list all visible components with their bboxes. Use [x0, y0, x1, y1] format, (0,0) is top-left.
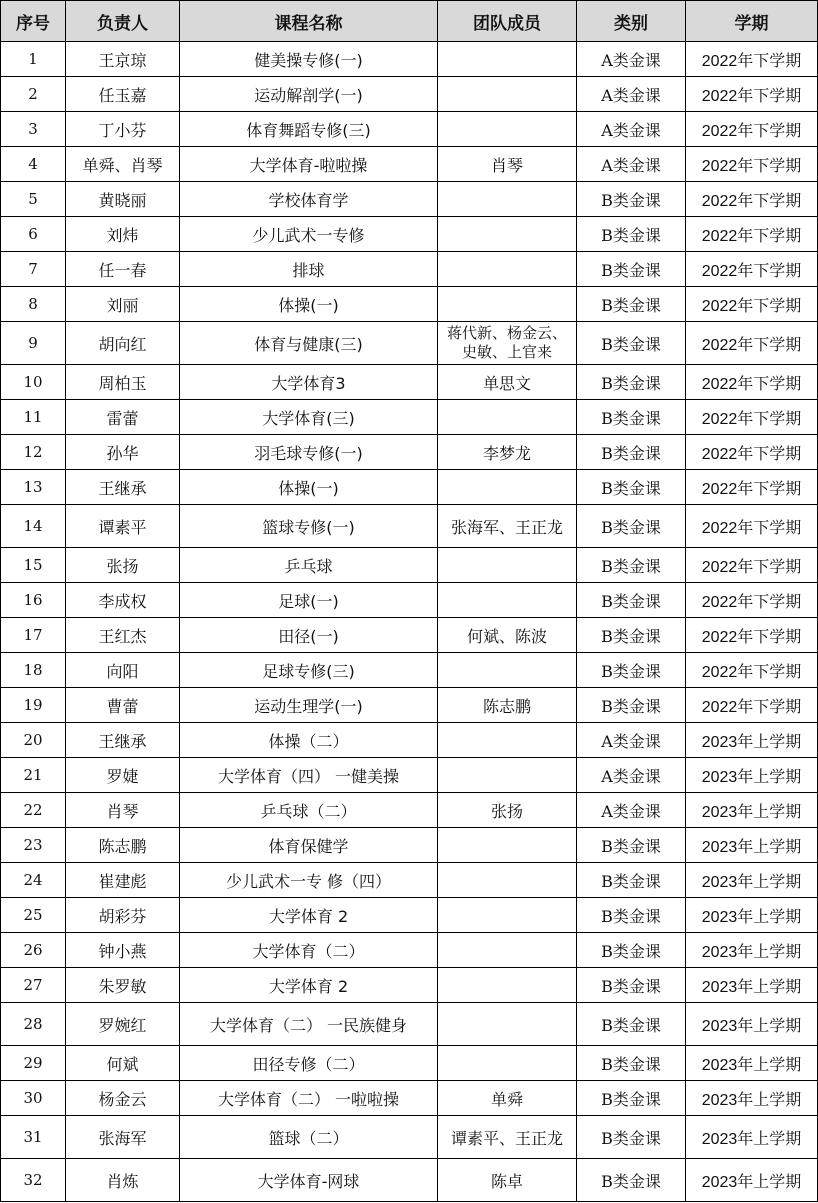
table-row — [1, 322, 818, 365]
serial-cell: 7 — [1, 252, 66, 287]
course-name-cell: 体育舞蹈专修(三) — [180, 112, 438, 147]
term-cell: 2023年上学期 — [686, 898, 818, 933]
team-members-cell — [438, 863, 577, 898]
team-members-cell — [438, 968, 577, 1003]
header-row — [1, 1, 818, 42]
course-name-cell: 篮球（二） — [180, 1116, 438, 1159]
serial-cell: 19 — [1, 688, 66, 723]
course-name-cell: 体育与健康(三) — [180, 322, 438, 365]
leader-cell: 何斌 — [66, 1046, 180, 1081]
serial-cell: 5 — [1, 182, 66, 217]
leader-cell: 胡向红 — [66, 322, 180, 365]
course-name-cell: 大学体育 2 — [180, 968, 438, 1003]
term-cell: 2023年上学期 — [686, 828, 818, 863]
leader-cell: 雷蕾 — [66, 400, 180, 435]
category-cell: B类金课 — [577, 933, 686, 968]
course-name-cell: 足球(一) — [180, 583, 438, 618]
leader-cell: 张扬 — [66, 548, 180, 583]
team-members-cell — [438, 548, 577, 583]
course-name-cell: 大学体育（四） 一健美操 — [180, 758, 438, 793]
serial-cell: 4 — [1, 147, 66, 182]
category-cell: B类金课 — [577, 252, 686, 287]
leader-cell: 黄晓丽 — [66, 182, 180, 217]
category-cell: B类金课 — [577, 1159, 686, 1202]
team-members-cell: 何斌、陈波 — [438, 618, 577, 653]
table-row — [1, 1003, 818, 1046]
table-row — [1, 365, 818, 400]
leader-cell: 崔建彪 — [66, 863, 180, 898]
category-cell: B类金课 — [577, 400, 686, 435]
term-cell: 2022年下学期 — [686, 653, 818, 688]
category-cell: B类金课 — [577, 435, 686, 470]
leader-cell: 任玉嘉 — [66, 77, 180, 112]
serial-cell: 25 — [1, 898, 66, 933]
category-cell: B类金课 — [577, 968, 686, 1003]
table-row — [1, 723, 818, 758]
serial-cell: 2 — [1, 77, 66, 112]
category-cell: B类金课 — [577, 217, 686, 252]
term-cell: 2023年上学期 — [686, 863, 818, 898]
serial-cell: 20 — [1, 723, 66, 758]
team-members-cell: 张扬 — [438, 793, 577, 828]
serial-cell: 16 — [1, 583, 66, 618]
category-cell: A类金课 — [577, 793, 686, 828]
leader-cell: 肖炼 — [66, 1159, 180, 1202]
table-row — [1, 1116, 818, 1159]
category-cell: B类金课 — [577, 548, 686, 583]
term-cell: 2023年上学期 — [686, 968, 818, 1003]
category-cell: B类金课 — [577, 828, 686, 863]
category-cell: B类金课 — [577, 287, 686, 322]
leader-cell: 向阳 — [66, 653, 180, 688]
category-cell: B类金课 — [577, 1081, 686, 1116]
serial-cell: 23 — [1, 828, 66, 863]
table-row — [1, 828, 818, 863]
leader-cell: 罗婉红 — [66, 1003, 180, 1046]
table-row — [1, 470, 818, 505]
serial-cell: 8 — [1, 287, 66, 322]
table-row — [1, 505, 818, 548]
team-members-cell: 谭素平、王正龙 — [438, 1116, 577, 1159]
leader-cell: 钟小燕 — [66, 933, 180, 968]
leader-cell: 杨金云 — [66, 1081, 180, 1116]
term-cell: 2022年下学期 — [686, 147, 818, 182]
serial-cell: 27 — [1, 968, 66, 1003]
team-members-cell — [438, 583, 577, 618]
category-cell: B类金课 — [577, 1046, 686, 1081]
serial-cell: 17 — [1, 618, 66, 653]
serial-cell: 24 — [1, 863, 66, 898]
course-name-cell: 运动生理学(一) — [180, 688, 438, 723]
leader-cell: 周柏玉 — [66, 365, 180, 400]
term-cell: 2022年下学期 — [686, 287, 818, 322]
leader-cell: 谭素平 — [66, 505, 180, 548]
course-name-cell: 田径(一) — [180, 618, 438, 653]
leader-cell: 丁小芬 — [66, 112, 180, 147]
header-category: 类别 — [577, 1, 686, 42]
category-cell: B类金课 — [577, 898, 686, 933]
table-row — [1, 793, 818, 828]
header-course-name: 课程名称 — [180, 1, 438, 42]
course-name-cell: 足球专修(三) — [180, 653, 438, 688]
course-name-cell: 大学体育（二） — [180, 933, 438, 968]
leader-cell: 王红杰 — [66, 618, 180, 653]
table-row — [1, 548, 818, 583]
leader-cell: 李成权 — [66, 583, 180, 618]
term-cell: 2022年下学期 — [686, 182, 818, 217]
table-row — [1, 1159, 818, 1202]
term-cell: 2022年下学期 — [686, 322, 818, 365]
table-row — [1, 182, 818, 217]
course-name-cell: 乒乓球（二） — [180, 793, 438, 828]
serial-cell: 31 — [1, 1116, 66, 1159]
serial-cell: 1 — [1, 42, 66, 77]
header-term: 学期 — [686, 1, 818, 42]
serial-cell: 13 — [1, 470, 66, 505]
leader-cell: 曹蕾 — [66, 688, 180, 723]
table-row — [1, 1081, 818, 1116]
serial-cell: 18 — [1, 653, 66, 688]
team-members-cell: 肖琴 — [438, 147, 577, 182]
table-row — [1, 1046, 818, 1081]
table-row — [1, 618, 818, 653]
table-row — [1, 77, 818, 112]
team-members-cell — [438, 758, 577, 793]
course-name-cell: 学校体育学 — [180, 182, 438, 217]
course-name-cell: 大学体育（二） 一啦啦操 — [180, 1081, 438, 1116]
serial-cell: 10 — [1, 365, 66, 400]
category-cell: B类金课 — [577, 688, 686, 723]
leader-cell: 任一春 — [66, 252, 180, 287]
header-serial: 序号 — [1, 1, 66, 42]
course-name-cell: 体操（二） — [180, 723, 438, 758]
term-cell: 2022年下学期 — [686, 505, 818, 548]
team-members-cell: 李梦龙 — [438, 435, 577, 470]
team-members-cell — [438, 898, 577, 933]
category-cell: B类金课 — [577, 1003, 686, 1046]
table-row — [1, 583, 818, 618]
table-body — [1, 42, 818, 1202]
header-team-members: 团队成员 — [438, 1, 577, 42]
course-name-cell: 田径专修（二） — [180, 1046, 438, 1081]
team-members-cell — [438, 933, 577, 968]
course-name-cell: 大学体育-网球 — [180, 1159, 438, 1202]
course-name-cell: 少儿武术一专修 — [180, 217, 438, 252]
serial-cell: 28 — [1, 1003, 66, 1046]
table-row — [1, 758, 818, 793]
leader-cell: 王继承 — [66, 470, 180, 505]
serial-cell: 11 — [1, 400, 66, 435]
table-row — [1, 968, 818, 1003]
serial-cell: 9 — [1, 322, 66, 365]
serial-cell: 3 — [1, 112, 66, 147]
team-members-cell — [438, 470, 577, 505]
team-members-cell — [438, 1003, 577, 1046]
serial-cell: 22 — [1, 793, 66, 828]
leader-cell: 胡彩芬 — [66, 898, 180, 933]
table-row — [1, 42, 818, 77]
course-name-cell: 大学体育-啦啦操 — [180, 147, 438, 182]
category-cell: B类金课 — [577, 322, 686, 365]
table-row — [1, 653, 818, 688]
term-cell: 2023年上学期 — [686, 793, 818, 828]
term-cell: 2022年下学期 — [686, 688, 818, 723]
leader-cell: 刘丽 — [66, 287, 180, 322]
leader-cell: 肖琴 — [66, 793, 180, 828]
table-row — [1, 112, 818, 147]
team-members-cell — [438, 112, 577, 147]
term-cell: 2023年上学期 — [686, 723, 818, 758]
term-cell: 2022年下学期 — [686, 77, 818, 112]
table-row — [1, 147, 818, 182]
leader-cell: 王继承 — [66, 723, 180, 758]
leader-cell: 王京琼 — [66, 42, 180, 77]
table-row — [1, 898, 818, 933]
team-members-cell — [438, 217, 577, 252]
term-cell: 2023年上学期 — [686, 1116, 818, 1159]
leader-cell: 陈志鹏 — [66, 828, 180, 863]
term-cell: 2023年上学期 — [686, 1003, 818, 1046]
table-row — [1, 287, 818, 322]
serial-cell: 14 — [1, 505, 66, 548]
team-members-cell: 张海军、王正龙 — [438, 505, 577, 548]
term-cell: 2022年下学期 — [686, 252, 818, 287]
course-name-cell: 运动解剖学(一) — [180, 77, 438, 112]
team-members-cell: 陈志鹏 — [438, 688, 577, 723]
leader-cell: 张海军 — [66, 1116, 180, 1159]
term-cell: 2023年上学期 — [686, 933, 818, 968]
header-leader: 负责人 — [66, 1, 180, 42]
term-cell: 2022年下学期 — [686, 548, 818, 583]
category-cell: B类金课 — [577, 618, 686, 653]
category-cell: B类金课 — [577, 365, 686, 400]
course-name-cell: 大学体育3 — [180, 365, 438, 400]
course-name-cell: 体操(一) — [180, 287, 438, 322]
category-cell: B类金课 — [577, 470, 686, 505]
serial-cell: 30 — [1, 1081, 66, 1116]
serial-cell: 15 — [1, 548, 66, 583]
term-cell: 2022年下学期 — [686, 217, 818, 252]
leader-cell: 孙华 — [66, 435, 180, 470]
term-cell: 2023年上学期 — [686, 1159, 818, 1202]
term-cell: 2022年下学期 — [686, 618, 818, 653]
leader-cell: 罗婕 — [66, 758, 180, 793]
term-cell: 2022年下学期 — [686, 400, 818, 435]
term-cell: 2023年上学期 — [686, 1081, 818, 1116]
category-cell: A类金课 — [577, 723, 686, 758]
team-members-cell — [438, 77, 577, 112]
team-members-cell — [438, 287, 577, 322]
category-cell: B类金课 — [577, 505, 686, 548]
course-name-cell: 羽毛球专修(一) — [180, 435, 438, 470]
term-cell: 2023年上学期 — [686, 758, 818, 793]
table-row — [1, 217, 818, 252]
table-row — [1, 688, 818, 723]
category-cell: A类金课 — [577, 758, 686, 793]
term-cell: 2022年下学期 — [686, 112, 818, 147]
serial-cell: 29 — [1, 1046, 66, 1081]
serial-cell: 12 — [1, 435, 66, 470]
term-cell: 2022年下学期 — [686, 365, 818, 400]
category-cell: B类金课 — [577, 1116, 686, 1159]
team-members-cell — [438, 1046, 577, 1081]
course-name-cell: 健美操专修(一) — [180, 42, 438, 77]
category-cell: B类金课 — [577, 863, 686, 898]
table-row — [1, 435, 818, 470]
serial-cell: 26 — [1, 933, 66, 968]
course-name-cell: 大学体育（二） 一民族健身 — [180, 1003, 438, 1046]
course-name-cell: 大学体育(三) — [180, 400, 438, 435]
course-name-cell: 篮球专修(一) — [180, 505, 438, 548]
team-members-cell — [438, 400, 577, 435]
leader-cell: 刘炜 — [66, 217, 180, 252]
category-cell: A类金课 — [577, 112, 686, 147]
course-name-cell: 少儿武术一专 修（四） — [180, 863, 438, 898]
course-name-cell: 大学体育 2 — [180, 898, 438, 933]
category-cell: B类金课 — [577, 583, 686, 618]
table-row — [1, 252, 818, 287]
team-members-cell — [438, 653, 577, 688]
team-members-cell: 蒋代新、杨金云、史敏、上官来 — [438, 322, 577, 365]
team-members-cell: 单舜 — [438, 1081, 577, 1116]
team-members-cell: 单思文 — [438, 365, 577, 400]
team-members-cell — [438, 252, 577, 287]
serial-cell: 6 — [1, 217, 66, 252]
term-cell: 2022年下学期 — [686, 583, 818, 618]
team-members-cell — [438, 828, 577, 863]
leader-cell: 单舜、肖琴 — [66, 147, 180, 182]
term-cell: 2022年下学期 — [686, 42, 818, 77]
course-name-cell: 排球 — [180, 252, 438, 287]
term-cell: 2022年下学期 — [686, 470, 818, 505]
team-members-cell: 陈卓 — [438, 1159, 577, 1202]
term-cell: 2022年下学期 — [686, 435, 818, 470]
team-members-cell — [438, 723, 577, 758]
team-members-cell — [438, 182, 577, 217]
term-cell: 2023年上学期 — [686, 1046, 818, 1081]
team-members-cell — [438, 42, 577, 77]
category-cell: A类金课 — [577, 42, 686, 77]
serial-cell: 21 — [1, 758, 66, 793]
category-cell: B类金课 — [577, 182, 686, 217]
category-cell: A类金课 — [577, 77, 686, 112]
serial-cell: 32 — [1, 1159, 66, 1202]
table-row — [1, 933, 818, 968]
course-name-cell: 乒乓球 — [180, 548, 438, 583]
course-name-cell: 体操(一) — [180, 470, 438, 505]
category-cell: A类金课 — [577, 147, 686, 182]
leader-cell: 朱罗敏 — [66, 968, 180, 1003]
table-row — [1, 863, 818, 898]
course-name-cell: 体育保健学 — [180, 828, 438, 863]
table-row — [1, 400, 818, 435]
category-cell: B类金课 — [577, 653, 686, 688]
